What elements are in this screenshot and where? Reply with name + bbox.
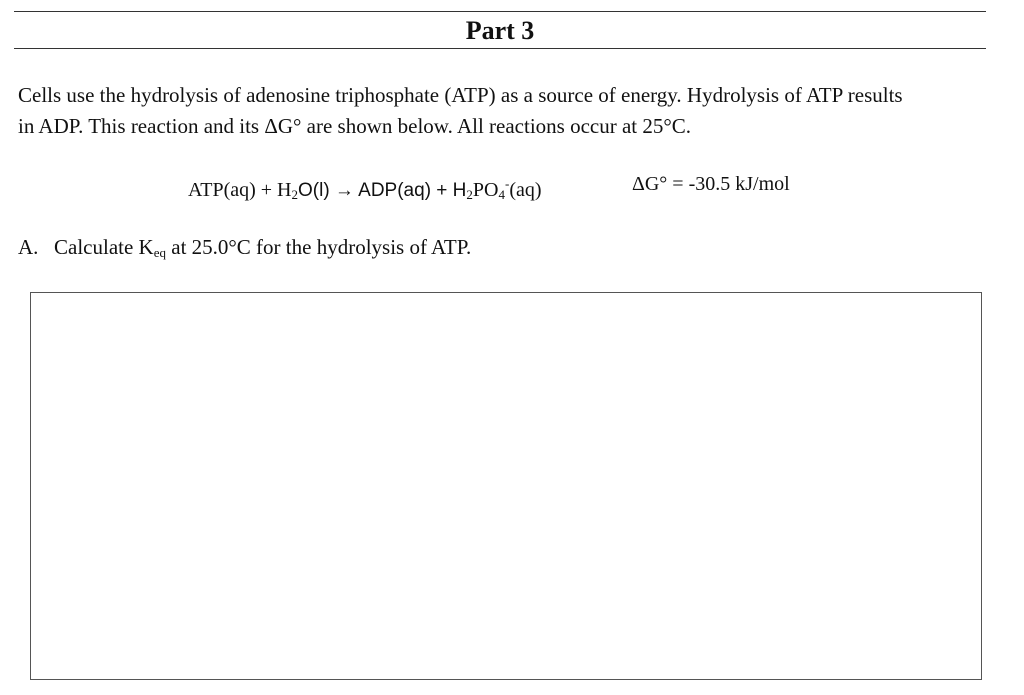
- question-a-text-before: Calculate K: [54, 235, 154, 259]
- intro-line-2: in ADP. This reaction and its ΔG° are shown below. All reactions occur at 25°C.: [18, 114, 692, 138]
- intro-line-1: Cells use the hydrolysis of adenosine triphosphate (ATP) as a source of energy. Hydrolysis of ATP results: [18, 83, 903, 107]
- part-title: Part 3: [465, 16, 535, 45]
- answer-box[interactable]: [30, 292, 982, 680]
- phosphate-po: PO: [472, 179, 499, 201]
- question-a-letter: A.: [18, 235, 39, 259]
- reaction-equation: [188, 170, 542, 209]
- question-a: [18, 232, 471, 268]
- phosphate-subscript-h: 2: [466, 187, 473, 202]
- phosphate-state: (aq): [509, 179, 542, 201]
- phosphate-subscript-o: 4: [498, 187, 505, 202]
- water-subscript: 2: [291, 187, 298, 202]
- header-top-rule: [14, 11, 986, 12]
- header-bottom-rule: [14, 48, 986, 49]
- equation-reactant-atp: ATP(aq) + H: [188, 179, 292, 201]
- intro-paragraph: [18, 80, 993, 142]
- keq-subscript: eq: [153, 245, 166, 260]
- delta-g-value: ΔG° = -30.5 kJ/mol: [632, 173, 790, 195]
- equation-water-products: O(l) → ADP(aq) + H: [298, 180, 467, 201]
- question-a-text-after: at 25.0°C for the hydrolysis of ATP.: [166, 235, 472, 259]
- phosphate-charge: -: [504, 176, 510, 191]
